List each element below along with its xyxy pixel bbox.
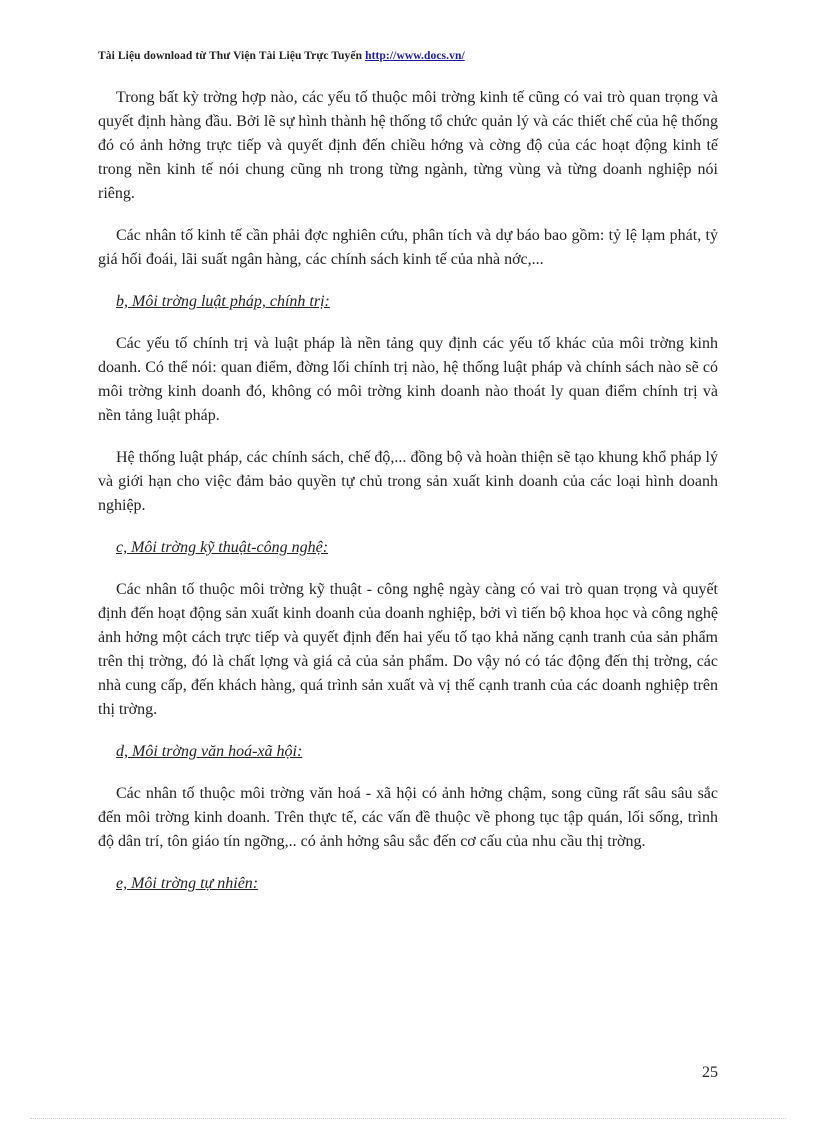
- document-body: [98, 86, 718, 914]
- page-header: [98, 50, 465, 62]
- header-text: Tài Liệu download từ Thư Viện Tài Liệu Trực Tuyến: [98, 50, 366, 62]
- paragraph: Hệ thống luật pháp, các chính sách, chế độ,... đồng bộ và hoàn thiện sẽ tạo khung khổ pháp lý và giới hạn cho việc đảm bảo quyền tự chủ trong sản xuất kinh doanh của các loại hình doanh nghiệp.: [98, 449, 718, 514]
- header-link[interactable]: http://www.docs.vn/: [365, 50, 465, 62]
- paragraph: Trong bất kỳ trờng hợp nào, các yếu tố thuộc môi trờng kinh tế cũng có vai trò quan trọng và quyết định hàng đầu. Bởi lẽ sự hình thành hệ thống tổ chức quản lý và các thiết chế của hệ thống đó có ảnh hởng trực tiếp và quyết định đến chiều hớng và cờng độ của các hoạt động kinh tế trong nền kinh tế nói chung cũng nh trong từng ngành, từng vùng và từng doanh nghiệp nói riêng.: [98, 89, 718, 202]
- paragraph: Các nhân tố thuộc môi trờng văn hoá - xã hội có ảnh hởng chậm, song cũng rất sâu sâu sắc đến môi trờng kinh doanh. Trên thực tế, các vấn đề thuộc về phong tục tập quán, lối sống, trình độ dân trí, tôn giáo tín ngỡng,.. có ảnh hởng sâu sắc đến cơ cấu của nhu cầu thị trờng.: [98, 785, 718, 850]
- section-heading: b, Môi trờng luật pháp, chính trị:: [116, 293, 330, 310]
- page-number: 25: [702, 1064, 718, 1081]
- section-heading: d, Môi trờng văn hoá-xã hội:: [116, 743, 303, 760]
- paragraph: Các yếu tố chính trị và luật pháp là nền tảng quy định các yếu tố khác của môi trờng kinh doanh. Có thể nói: quan điểm, đờng lối chính trị nào, hệ thống luật pháp và chính sách nào sẽ có môi trờng kinh doanh đó, không có môi trờng kinh doanh nào thoát ly quan điểm chính trị và nền tảng luật pháp.: [98, 335, 718, 424]
- section-heading: e, Môi trờng tự nhiên:: [116, 875, 259, 892]
- page-bottom-divider: [30, 1118, 786, 1119]
- section-heading: c, Môi trờng kỹ thuật-công nghệ:: [116, 539, 329, 556]
- paragraph: Các nhân tố thuộc môi trờng kỹ thuật - công nghệ ngày càng có vai trò quan trọng và quyết định đến hoạt động sản xuất kinh doanh của doanh nghiệp, bởi vì tiến bộ khoa học và công nghệ ảnh hởng một cách trực tiếp và quyết định đến hai yếu tố tạo khả năng cạnh tranh của sản phẩm trên thị trờng, đó là chất lợng và giá cả của sản phẩm. Do vậy nó có tác động đến thị trờng, các nhà cung cấp, đến khách hàng, quá trình sản xuất và vị thế cạnh tranh của các doanh nghiệp trên thị trờng.: [98, 581, 718, 718]
- paragraph: Các nhân tố kinh tế cần phải đợc nghiên cứu, phân tích và dự báo bao gồm: tỷ lệ lạm phát, tỷ giá hối đoái, lãi suất ngân hàng, các chính sách kinh tế của nhà nớc,...: [98, 227, 718, 268]
